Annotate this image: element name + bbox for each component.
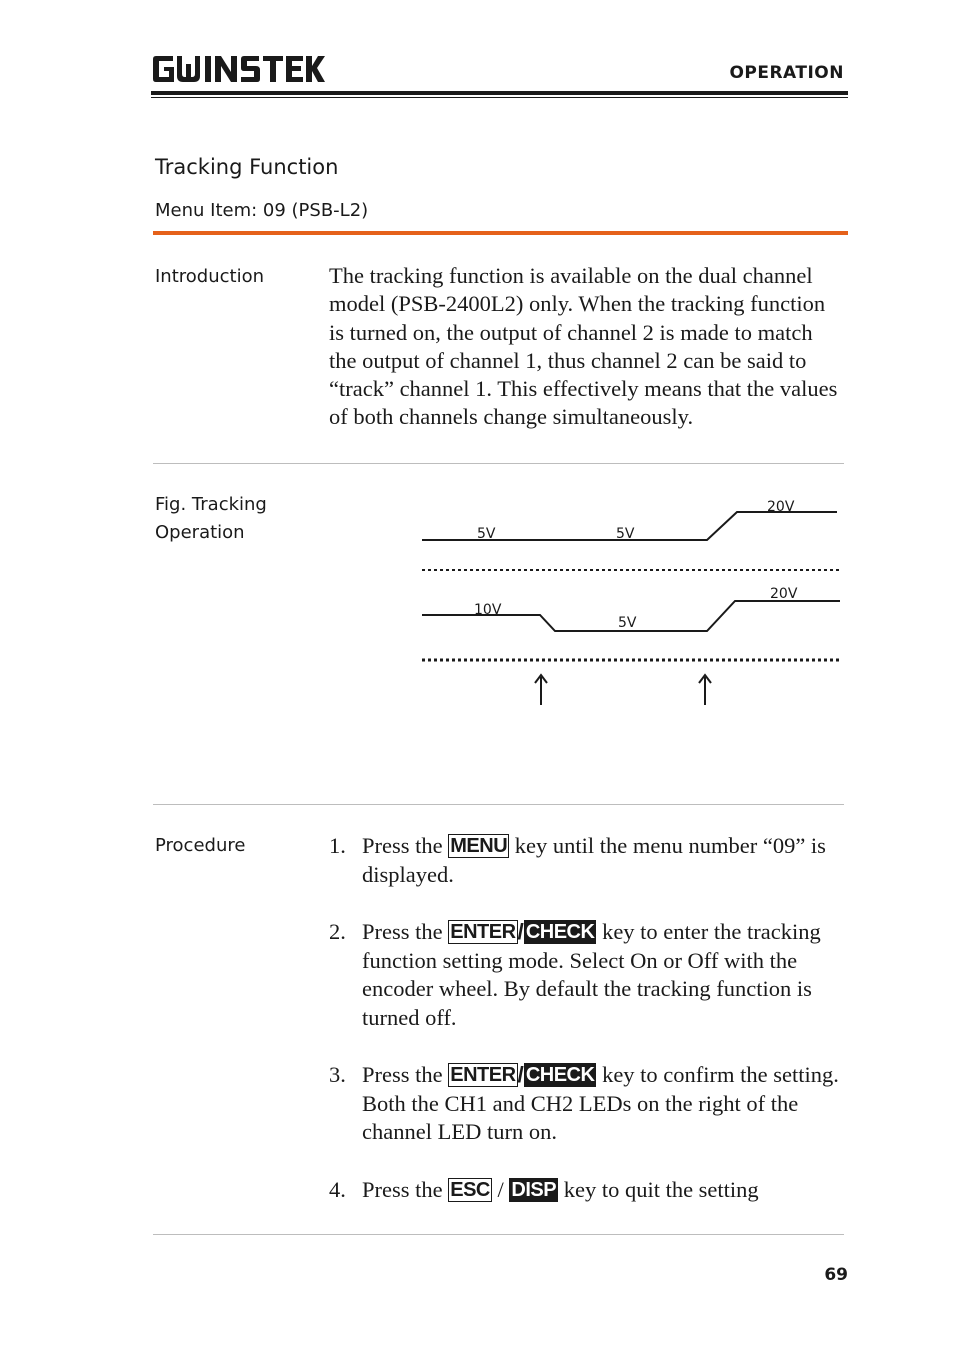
menu-key: MENU [450,835,508,857]
step-text: Press the [362,1176,443,1202]
step-text: Press the [362,1062,443,1087]
step-number: 3. [329,1062,346,1087]
section-label: OPERATION [729,63,844,83]
section-divider [153,1234,844,1235]
gw-instek-logo [153,56,325,82]
step-text: key to quit the setting [563,1176,759,1202]
key-separator: / [491,1176,510,1202]
step-text: Press the [362,833,443,858]
enter-key: ENTER [450,1064,516,1086]
check-key: CHECK [525,1064,595,1086]
procedure-label: Procedure [155,835,246,856]
page-number: 69 [824,1265,848,1285]
menu-item-subtitle: Menu Item: 09 (PSB-L2) [155,200,369,221]
ch2-label: 5V [618,615,637,631]
header-rule-thin [151,97,848,98]
title-rule [153,231,848,235]
figure-label [155,491,267,547]
step-number: 4. [329,1176,346,1202]
procedure-steps [329,832,844,1233]
check-key: CHECK [525,921,595,943]
introduction-label: Introduction [155,266,265,287]
header-rule [151,91,848,95]
tracking-operation-diagram [410,485,850,715]
step-text: Press the [362,919,443,944]
ch2-label: 10V [474,602,502,618]
enter-key: ENTER [450,921,516,943]
introduction-text: The tracking function is available on the dual channel model (PSB-2400L2) only. When the tracking function is turned on, the output of channel 2 is made to match the output of channel 1, thus channel 2 can be said to “track” channel 1. This effectively means that the values of both channels change simultaneously. [329,263,838,430]
disp-key: DISP [511,1178,557,1201]
esc-key: ESC [450,1178,490,1201]
step-text: key until the menu number “09” is displayed. [362,833,826,887]
step-note: Both the CH1 and CH2 LEDs on the right of the channel LED turn on. [362,1090,799,1144]
key-separator: / [517,919,524,944]
procedure-step-3 [329,1061,844,1147]
step-text: key to enter the tracking function setting mode. Select On or Off with the encoder wheel. By default the tracking function is turned off. [362,919,821,1030]
figure-label-line1: Fig. Tracking [155,494,267,515]
ch1-label: 20V [767,499,795,515]
procedure-step-1 [329,832,844,889]
figure-label-line2: Operation [155,522,245,543]
key-separator: / [517,1062,524,1087]
step-number: 1. [329,833,346,858]
section-divider [153,463,844,464]
ch1-label: 5V [616,526,635,542]
ch2-label: 20V [770,586,798,602]
section-divider [153,804,844,805]
page-title: Tracking Function [155,155,339,179]
ch1-label: 5V [477,526,496,542]
step-text: key to confirm the setting. [602,1062,839,1087]
procedure-step-2 [329,918,844,1032]
procedure-step-4 [329,1176,844,1205]
step-number: 2. [329,919,346,944]
